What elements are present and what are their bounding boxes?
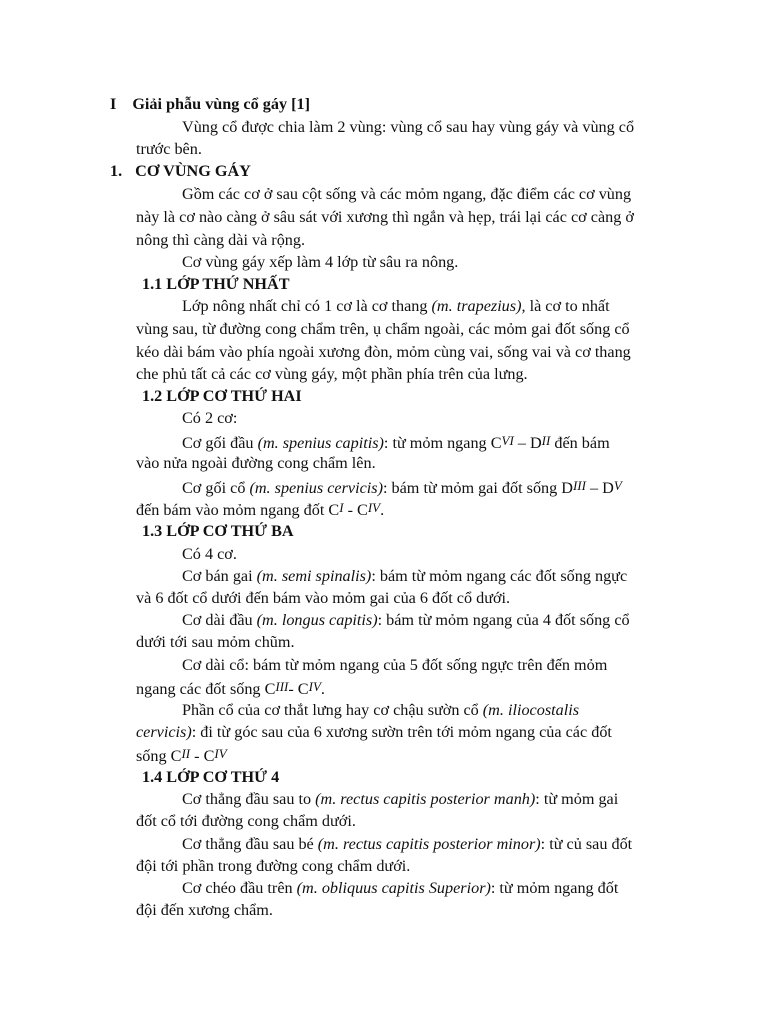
text-run: ngang các đốt sống C — [136, 680, 276, 698]
paragraph-line: Cơ dài cổ: bám từ mỏm ngang của 5 đốt sống ngực trên đến mỏm — [182, 656, 608, 674]
vertebra-index: VI — [501, 433, 514, 448]
text-run: Cơ thẳng đầu sau to — [182, 790, 316, 808]
text-run: là cơ to nhất — [525, 297, 610, 315]
text-run: - C — [190, 747, 215, 765]
paragraph-line — [182, 878, 618, 898]
paragraph-line: vùng sau, từ đường cong chẩm trên, ụ chẩm ngoài, các mỏm gai đốt sống cổ — [136, 320, 630, 338]
text-run: Cơ gối cổ — [182, 479, 250, 497]
paragraph-line: che phủ tất cả các cơ vùng gáy, một phần phía trên của lưng. — [136, 365, 528, 383]
text-run: Cơ thẳng đầu sau bé — [182, 835, 318, 853]
text-run: - C — [343, 501, 368, 519]
paragraph-line — [136, 744, 227, 766]
text-run: đến bám vào mỏm ngang đốt C — [136, 501, 340, 519]
vertebra-index: IV — [308, 679, 321, 694]
vertebra-index: IV — [367, 500, 381, 515]
paragraph-line: kéo dài bám vào phía ngoài xương đòn, mỏm cùng vai, sống vai và cơ thang — [136, 343, 631, 361]
subsection-heading: 1.4 LỚP CƠ THỨ 4 — [142, 768, 280, 786]
paragraph-line: Gồm các cơ ở sau cột sống và các mỏm ngang, đặc điểm các cơ vùng — [182, 185, 632, 203]
paragraph-line: dưới tới sau mỏm chũm. — [136, 633, 295, 651]
paragraph-line — [182, 431, 610, 453]
text-run: - C — [288, 680, 309, 698]
text-run: : bám từ mỏm gai đốt sống D — [382, 479, 573, 497]
latin-name: (m. rectus capitis posterior manh) — [315, 790, 536, 808]
text-run: Phần cổ của cơ thắt lưng hay cơ chậu sườn cổ — [182, 701, 483, 719]
latin-name: (m. spenius capitis) — [257, 434, 384, 452]
text-run: Cơ dài đầu — [182, 611, 257, 629]
subsection-heading: 1.1 LỚP THỨ NHẤT — [142, 275, 290, 293]
text-run: – D — [513, 434, 542, 452]
intro-line: Vùng cổ được chia làm 2 vùng: vùng cổ sau hay vùng gáy và vùng cổ — [182, 118, 635, 136]
vertebra-index: I — [339, 500, 344, 515]
part-number: 1. — [110, 162, 123, 180]
text-run: đến bám — [550, 434, 610, 452]
vertebra-index: III — [572, 478, 586, 493]
intro-line: trước bên. — [136, 140, 202, 158]
text-run: : từ mỏm ngang C — [383, 434, 502, 452]
paragraph-line: Có 2 cơ: — [182, 409, 238, 427]
text-run: Cơ bán gai — [182, 567, 257, 585]
paragraph-line: đội đến xương chẩm. — [136, 901, 273, 919]
paragraph-line: vào nửa ngoài đường cong chẩm lên. — [136, 454, 376, 472]
latin-name: (m. rectus capitis posterior minor) — [317, 835, 541, 853]
paragraph-line — [182, 566, 627, 586]
latin-name: (m. obliquus capitis Superior) — [296, 879, 491, 897]
text-run: . — [380, 501, 385, 519]
part-heading — [110, 161, 251, 181]
text-run: : bám từ mỏm ngang của 4 đốt sống cổ — [377, 611, 630, 629]
text-run: Cơ chéo đầu trên — [182, 879, 297, 897]
text-run: : từ củ sau đốt — [540, 835, 633, 853]
paragraph-line — [136, 722, 612, 742]
latin-name: cervicis) — [136, 723, 192, 741]
paragraph-line — [182, 834, 632, 854]
paragraph-line — [136, 498, 384, 520]
text-run: : từ mỏm gai — [535, 790, 619, 808]
latin-name: (m. longus capitis) — [256, 611, 378, 629]
paragraph-line: này là cơ nào càng ở sâu sát với xương thì ngắn và hẹp, trái lại các cơ càng ở — [136, 208, 634, 226]
latin-name: (m. semi spinalis) — [256, 567, 372, 585]
text-run: . — [320, 680, 325, 698]
paragraph-line — [182, 789, 618, 809]
text-run: sống C — [136, 747, 182, 765]
paragraph-line: nông thì càng dài và rộng. — [136, 231, 306, 249]
vertebra-index: III — [275, 679, 289, 694]
paragraph-line: đội tới phần trong đường cong chẩm dưới. — [136, 857, 411, 875]
text-run: Cơ gối đầu — [182, 434, 258, 452]
paragraph-line — [182, 296, 610, 316]
text-run: Lớp nông nhất chỉ có 1 cơ là cơ thang — [182, 297, 432, 315]
paragraph-line — [182, 610, 630, 630]
section-heading — [110, 94, 310, 114]
paragraph-line — [182, 476, 622, 498]
paragraph-line — [136, 677, 325, 699]
vertebra-index: IV — [214, 746, 227, 761]
part-title: CƠ VÙNG GÁY — [135, 162, 251, 180]
vertebra-index: II — [181, 746, 191, 761]
paragraph-line: và 6 đốt cổ dưới đến bám vào mỏm gai của 6 đốt cổ dưới. — [136, 589, 511, 607]
vertebra-index: V — [613, 478, 622, 493]
paragraph-line: Có 4 cơ. — [182, 545, 237, 563]
subsection-heading: 1.3 LỚP CƠ THỨ BA — [142, 522, 294, 540]
paragraph-line: đốt cổ tới đường cong chẩm dưới. — [136, 812, 356, 830]
vertebra-index: II — [541, 433, 551, 448]
text-run: : bám từ mỏm ngang các đốt sống ngực — [371, 567, 628, 585]
text-run: : từ mỏm ngang đốt — [490, 879, 619, 897]
paragraph-line — [182, 700, 579, 720]
latin-name: (m. spenius cervicis) — [249, 479, 383, 497]
latin-name: (m. trapezius), — [431, 297, 526, 315]
subsection-heading: 1.2 LỚP CƠ THỨ HAI — [142, 387, 302, 405]
section-title: Giải phẫu vùng cổ gáy [1] — [132, 95, 310, 113]
paragraph-line: Cơ vùng gáy xếp làm 4 lớp từ sâu ra nông. — [182, 253, 459, 271]
latin-name: (m. iliocostalis — [482, 701, 580, 719]
section-number: I — [110, 95, 117, 113]
text-run: – D — [585, 479, 614, 497]
text-run: : đi từ góc sau của 6 xương sườn trên tới mỏm ngang của các đốt — [191, 723, 612, 741]
